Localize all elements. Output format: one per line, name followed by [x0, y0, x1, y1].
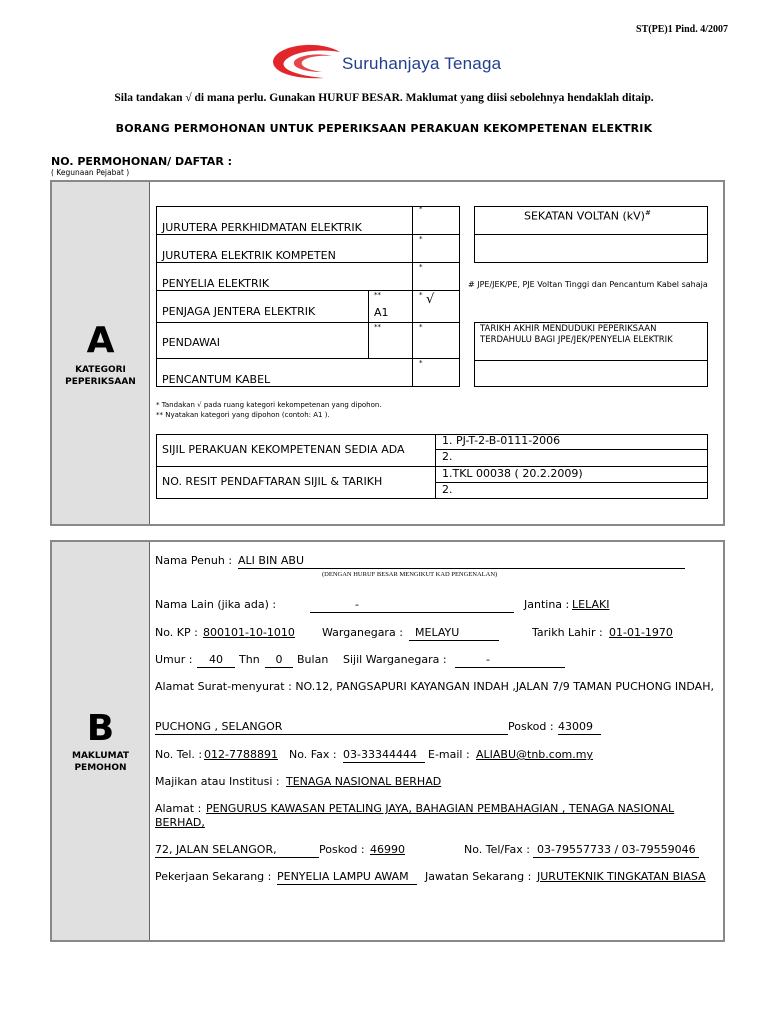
receipt-label: NO. RESIT PENDAFTARAN SIJIL & TARIKH	[162, 475, 383, 488]
other-name-field[interactable]: -	[310, 598, 514, 613]
name-note: (DENGAN HURUF BESAR MENGIKUT KAD PENGENALAN)	[322, 571, 498, 578]
name-label: Nama Penuh :	[155, 554, 233, 567]
emp-postcode-label: Poskod :	[319, 843, 365, 856]
certificate-2[interactable]: 2.	[442, 450, 453, 463]
employer-field[interactable]: TENAGA NASIONAL BERHAD	[286, 775, 442, 788]
instruction-text: Sila tandakan √ di mana perlu. Gunakan HURUF BESAR. Maklumat yang diisi sebolehnya hendaklah ditaip.	[114, 92, 654, 104]
emp-postcode-field[interactable]: 46990	[370, 843, 405, 856]
citizen-cert-field[interactable]: -	[455, 653, 565, 668]
ic-field[interactable]: 800101-10-1010	[203, 626, 295, 639]
age-months-field[interactable]: 0	[265, 653, 293, 668]
ic-label: No. KP :	[155, 626, 198, 639]
tel-label: No. Tel. :	[155, 748, 203, 761]
receipt-1[interactable]: 1.TKL 00038 ( 20.2.2009)	[442, 467, 583, 480]
email-field[interactable]: ALIABU@tnb.com.my	[476, 748, 593, 761]
fax-field[interactable]: 03-33344444	[343, 748, 425, 763]
fax-label: No. Fax :	[289, 748, 337, 761]
logo-swoosh-icon	[270, 42, 350, 84]
job-field[interactable]: PENYELIA LAMPU AWAM	[277, 870, 417, 885]
job-label: Pekerjaan Sekarang :	[155, 870, 272, 883]
category-pendawai: PENDAWAI	[162, 336, 221, 349]
category-penyelia-mark: *	[419, 263, 423, 271]
category-penjaga-value[interactable]: A1	[374, 306, 389, 319]
section-b	[50, 540, 725, 942]
logo-text: Suruhanjaya Tenaga	[342, 54, 502, 73]
tick-mark-icon[interactable]: √	[426, 292, 435, 307]
emp-address-line-1[interactable]: PENGURUS KAWASAN PETALING JAYA, BAHAGIAN PEMBAHAGIAN , TENAGA NASIONAL	[206, 802, 675, 815]
category-pendawai-mark: *	[419, 323, 423, 331]
office-use-note: ( Kegunaan Pejabat )	[51, 168, 130, 177]
certificate-1[interactable]: 1. PJ-T-2-B-0111-2006	[442, 434, 561, 447]
section-a-label-2: PEPERIKSAAN	[65, 377, 136, 387]
address-block[interactable]	[155, 680, 715, 694]
dob-field[interactable]: 01-01-1970	[609, 626, 673, 639]
postcode-field[interactable]: 43009	[558, 720, 601, 735]
receipt-2[interactable]: 2.	[442, 483, 453, 496]
suruhanjaya-tenaga-logo	[270, 42, 580, 84]
section-a-letter: A	[86, 320, 115, 361]
position-field[interactable]: JURUTEKNIK TINGKATAN BIASA	[537, 870, 706, 883]
footnote-category: ** Nyatakan kategori yang dipohon (contoh: A1 ).	[156, 411, 330, 419]
category-penjaga-mark: *	[419, 291, 423, 299]
years-label: Thn	[239, 653, 260, 666]
dob-label: Tarikh Lahir :	[532, 626, 603, 639]
citizen-label: Warganegara :	[322, 626, 403, 639]
email-label: E-mail :	[428, 748, 470, 761]
gender-field[interactable]: LELAKI	[572, 598, 610, 611]
category-jek-mark: *	[419, 235, 423, 243]
emp-address-line-1b[interactable]: BERHAD,	[155, 816, 205, 829]
voltage-label: SEKATAN VOLTAN (kV)#	[524, 209, 651, 223]
category-pendawai-submark: **	[374, 323, 381, 331]
application-number-label: NO. PERMOHONAN/ DAFTAR :	[51, 155, 233, 168]
section-a	[50, 180, 725, 526]
category-jpe-mark: *	[419, 205, 423, 213]
section-b-label-2: PEMOHON	[74, 763, 127, 773]
address-label: Alamat Surat-menyurat :	[155, 680, 296, 693]
section-a-sidebar	[52, 182, 150, 524]
category-pencantum: PENCANTUM KABEL	[162, 373, 271, 386]
employer-label: Majikan atau Institusi :	[155, 775, 280, 788]
section-b-label-1: MAKLUMAT	[72, 751, 129, 761]
age-label: Umur :	[155, 653, 193, 666]
emp-address-label: Alamat :	[155, 802, 202, 815]
category-jpe: JURUTERA PERKHIDMATAN ELEKTRIK	[162, 221, 362, 234]
emp-tel-field[interactable]: 03-79557733 / 03-79559046	[533, 843, 699, 858]
emp-tel-label: No. Tel/Fax :	[464, 843, 530, 856]
footnote-tick: * Tandakan √ pada ruang kategori kekompetenan yang dipohon.	[156, 401, 382, 409]
other-name-label: Nama Lain (jika ada) :	[155, 598, 277, 611]
citizen-field[interactable]: MELAYU	[409, 626, 499, 641]
age-years-field[interactable]: 40	[197, 653, 235, 668]
months-label: Bulan	[297, 653, 329, 666]
emp-address-line-2[interactable]: 72, JALAN SELANGOR,	[155, 843, 319, 858]
certificate-label: SIJIL PERAKUAN KEKOMPETENAN SEDIA ADA	[162, 443, 405, 456]
category-pencantum-mark: *	[419, 359, 423, 367]
gender-label: Jantina :	[524, 598, 570, 611]
form-reference: ST(PE)1 Pind. 4/2007	[636, 24, 728, 35]
tel-field[interactable]: 012-7788891	[204, 748, 278, 761]
section-b-letter: B	[86, 708, 115, 749]
position-label: Jawatan Sekarang :	[425, 870, 532, 883]
address-line-2[interactable]: PUCHONG , SELANGOR	[155, 720, 508, 735]
category-jek: JURUTERA ELEKTRIK KOMPETEN	[162, 249, 336, 262]
section-b-sidebar	[52, 542, 150, 940]
voltage-note: # JPE/JEK/PE, PJE Voltan Tinggi dan Pencantum Kabel sahaja	[468, 280, 708, 289]
form-title: BORANG PERMOHONAN UNTUK PEPERIKSAAN PERAKUAN KEKOMPETENAN ELEKTRIK	[115, 122, 653, 135]
category-penyelia: PENYELIA ELEKTRIK	[162, 277, 270, 290]
postcode-label: Poskod :	[508, 720, 554, 733]
category-penjaga-jentera: PENJAGA JENTERA ELEKTRIK	[162, 305, 316, 318]
citizen-cert-label: Sijil Warganegara :	[343, 653, 447, 666]
address-line-1[interactable]: NO.12, PANGSAPURI KAYANGAN INDAH ,JALAN 7/9 TAMAN PUCHONG INDAH,	[295, 680, 714, 693]
last-exam-label: TARIKH AKHIR MENDUDUKI PEPERIKSAAN TERDAHULU BAGI JPE/JEK/PENYELIA ELEKTRIK	[480, 324, 673, 345]
category-penjaga-submark: **	[374, 291, 381, 299]
section-a-label-1: KATEGORI	[75, 365, 126, 375]
checkbox-jpe[interactable]	[414, 210, 415, 211]
name-field[interactable]: ALI BIN ABU	[238, 554, 685, 569]
